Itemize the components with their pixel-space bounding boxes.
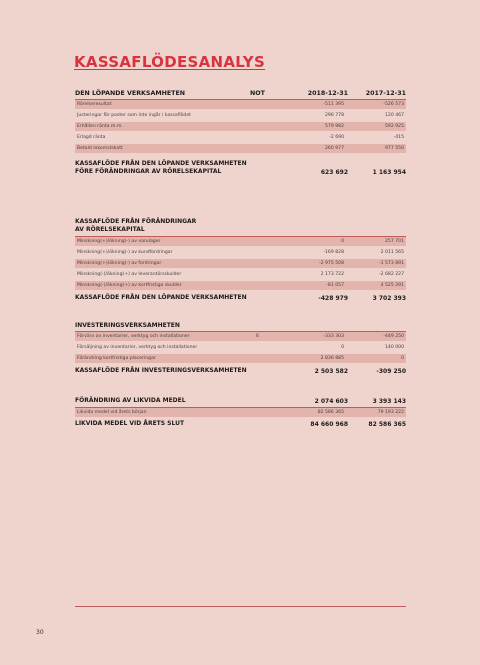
row-label: Minskning(+)/ökning(-) av varulager (77, 238, 161, 244)
row-value-2018: -2 690 (329, 134, 344, 140)
row-value-2018: 0 (341, 238, 344, 244)
row-label: Minskning(-)/ökning(+) av leverantörsskulder (77, 271, 182, 277)
table-row (75, 281, 406, 290)
page-number: 30 (36, 629, 44, 636)
row-value-2017: 592 925 (385, 123, 404, 129)
table-row (75, 122, 406, 131)
row-label: Minskning(+)/ökning(-) av kundfordringar (77, 249, 173, 255)
table-header (75, 89, 406, 98)
row-value-2017: -2 682 227 (378, 271, 404, 277)
row-value-2018: 296 778 (325, 112, 344, 118)
subtotal-operating (75, 294, 406, 302)
subtotal-label: KASSAFLÖDE FRÅN DEN LÖPANDE VERKSAMHETEN FÖRE FÖRÄNDRINGAR AV RÖRELSEKAPITAL (75, 160, 247, 175)
subtotal-label: KASSAFLÖDE FRÅN INVESTERINGSVERKSAMHETEN (75, 367, 247, 374)
col-2018-header: 2018-12-31 (307, 90, 348, 97)
row-value-2018: 82 586 365 (317, 409, 344, 415)
table-row (75, 343, 406, 352)
cash-end-of-year (75, 420, 406, 428)
subtotal-value-2017: 1 163 954 (372, 169, 406, 176)
table-row (75, 248, 406, 257)
row-label: Erhållen ränta m.m. (77, 123, 123, 129)
table-row (75, 270, 406, 279)
row-label: Förvärv av inventarier, verktyg och installationer (77, 333, 190, 339)
row-value-2017: 2 011 565 (380, 249, 404, 255)
change-in-cash (75, 397, 406, 405)
page-title: KASSAFLÖDESANALYS (74, 53, 266, 71)
row-label: Minskning(+)/ökning(-) av fordringar (77, 260, 162, 266)
subtotal-value-2017: 3 702 393 (372, 295, 406, 302)
row-label: Likvida medel vid årets början (77, 409, 147, 415)
row-value-2018: -169 828 (323, 249, 344, 255)
row-value-2017: 140 000 (385, 344, 404, 350)
working-capital-heading: KASSAFLÖDE FRÅN FÖRÄNDRINGAR AV RÖRELSEKAPITAL (75, 218, 197, 233)
row-value-2017: -1 573 891 (378, 260, 404, 266)
row-value-2018: 260 977 (325, 145, 344, 151)
row-value-2017: -449 250 (383, 333, 404, 339)
row-value-2018: -81 057 (326, 282, 344, 288)
row-value-2018: 0 (341, 344, 344, 350)
subtotal-value-2017: -309 250 (376, 368, 406, 375)
row-label: Erlagd ränta (77, 134, 106, 140)
row-value-2018: 579 982 (325, 123, 344, 129)
row-value-2018: -511 395 (323, 101, 344, 107)
row-value-2017: -526 573 (383, 101, 404, 107)
table-row (75, 259, 406, 268)
subtotal-investing (75, 367, 406, 375)
row-value-2017: 257 701 (385, 238, 404, 244)
row-label: Betald inkomstskatt (77, 145, 123, 151)
row-label: Förändring kortfristiga placeringar (77, 355, 156, 361)
table-row (75, 144, 406, 153)
row-label: Minskning(-)/ökning(+) av kortfristiga skulder (77, 282, 182, 288)
row-value-2018: -333 303 (323, 333, 344, 339)
table-row (75, 133, 406, 142)
subtotal-label: FÖRÄNDRING AV LIKVIDA MEDEL (75, 397, 186, 404)
investing-heading: INVESTERINGSVERKSAMHETEN (75, 322, 180, 329)
subtotal-label: KASSAFLÖDE FRÅN DEN LÖPANDE VERKSAMHETEN (75, 294, 247, 301)
row-value-2018: 2 173 722 (320, 271, 344, 277)
row-label: Justeringar för poster som inte ingår i kassaflödet (77, 112, 191, 118)
row-value-2018: -2 975 508 (318, 260, 344, 266)
subtotal-value-2017: 82 586 365 (368, 421, 406, 428)
subtotal-value-2018: -428 979 (318, 295, 348, 302)
row-value-2017: 79 193 222 (377, 409, 404, 415)
col-2017-header: 2017-12-31 (365, 90, 406, 97)
row-value-2017: 4 525 291 (380, 282, 404, 288)
table-row (75, 100, 406, 109)
subtotal-value-2017: 3 393 143 (372, 398, 406, 405)
subtotal-before-working-capital (75, 160, 406, 176)
table-row (75, 332, 406, 341)
table-row (75, 237, 406, 246)
row-value-2018: 2 836 885 (320, 355, 344, 361)
subtotal-value-2018: 2 503 582 (314, 368, 348, 375)
subtotal-value-2018: 2 074 603 (314, 398, 348, 405)
table-row (75, 408, 406, 417)
row-label: Försäljning av inventarier, verktyg och installationer (77, 344, 198, 350)
note-column-header: NOT (250, 90, 265, 97)
table-row (75, 354, 406, 363)
subtotal-label: LIKVIDA MEDEL VID ÅRETS SLUT (75, 420, 185, 427)
row-value-2017: 120 467 (385, 112, 404, 118)
table-row (75, 111, 406, 120)
section-label: DEN LÖPANDE VERKSAMHETEN (75, 90, 186, 97)
row-value-2017: -415 (393, 134, 404, 140)
row-note: 6 (256, 333, 259, 339)
subtotal-value-2018: 623 692 (320, 169, 348, 176)
row-value-2017: 0 (401, 355, 404, 361)
row-label: Rörelseresultat (77, 101, 112, 107)
footer-divider (75, 606, 406, 607)
row-value-2017: 977 550 (385, 145, 404, 151)
subtotal-value-2018: 84 660 968 (310, 421, 348, 428)
